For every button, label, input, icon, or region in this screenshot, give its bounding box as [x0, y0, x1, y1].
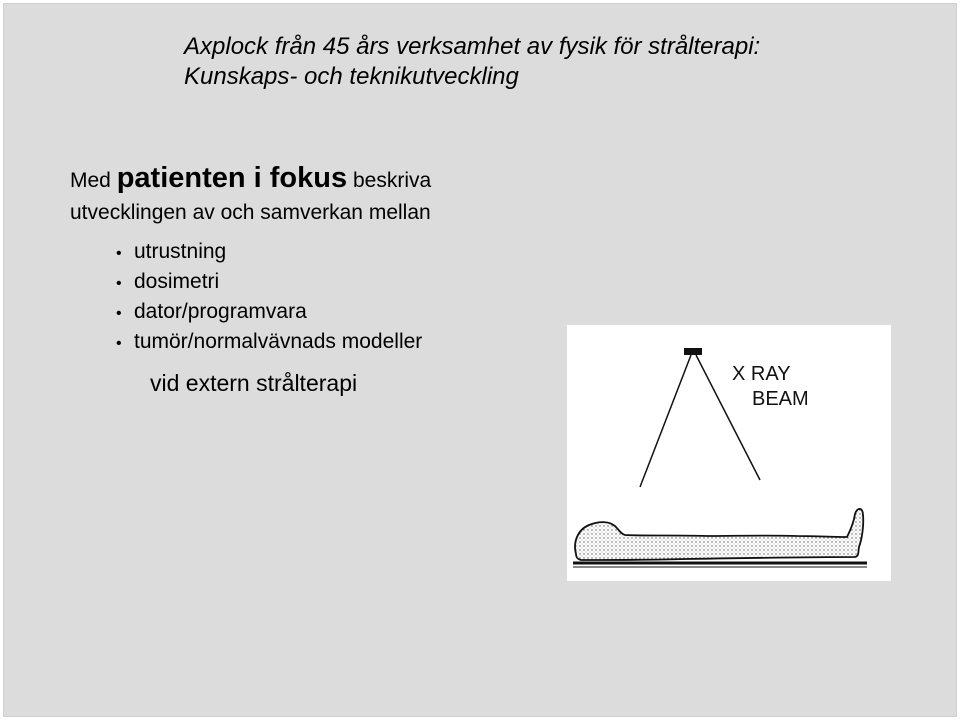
beam-line-left: [640, 355, 691, 487]
beam-label-line-1: X RAY: [732, 363, 791, 385]
xray-beam-illustration: [567, 325, 891, 581]
title-line-2: Kunskaps- och teknikutveckling: [184, 63, 519, 90]
bullet-text: dator/programvara: [134, 300, 307, 323]
bullet-text: dosimetri: [134, 270, 220, 293]
xray-source-icon: [684, 348, 702, 355]
intro-line-2: utvecklingen av och samverkan mellan: [70, 201, 431, 224]
intro-suffix: beskriva: [352, 169, 432, 192]
bullet-text: tumör/normalvävnads modeller: [134, 330, 423, 353]
slide-title: [184, 32, 760, 92]
intro-line-1: [70, 162, 431, 197]
bullet-item: [116, 298, 422, 328]
title-line-1: Axplock från 45 års verksamhet av fysik för strålterapi:: [184, 33, 761, 60]
intro-text: [70, 162, 431, 229]
patient-body-icon: [575, 509, 863, 560]
bullet-item: [116, 238, 422, 268]
bullet-list: [116, 238, 422, 358]
closing-text: vid extern strålterapi: [150, 370, 358, 396]
bullet-item: [116, 328, 422, 358]
bullet-item: [116, 268, 422, 298]
intro-prefix: Med: [70, 169, 111, 192]
beam-label-line-2: BEAM: [752, 388, 809, 410]
bullet-text: utrustning: [134, 240, 227, 263]
intro-emphasis: patienten i fokus: [116, 162, 348, 194]
slide: [3, 3, 957, 717]
